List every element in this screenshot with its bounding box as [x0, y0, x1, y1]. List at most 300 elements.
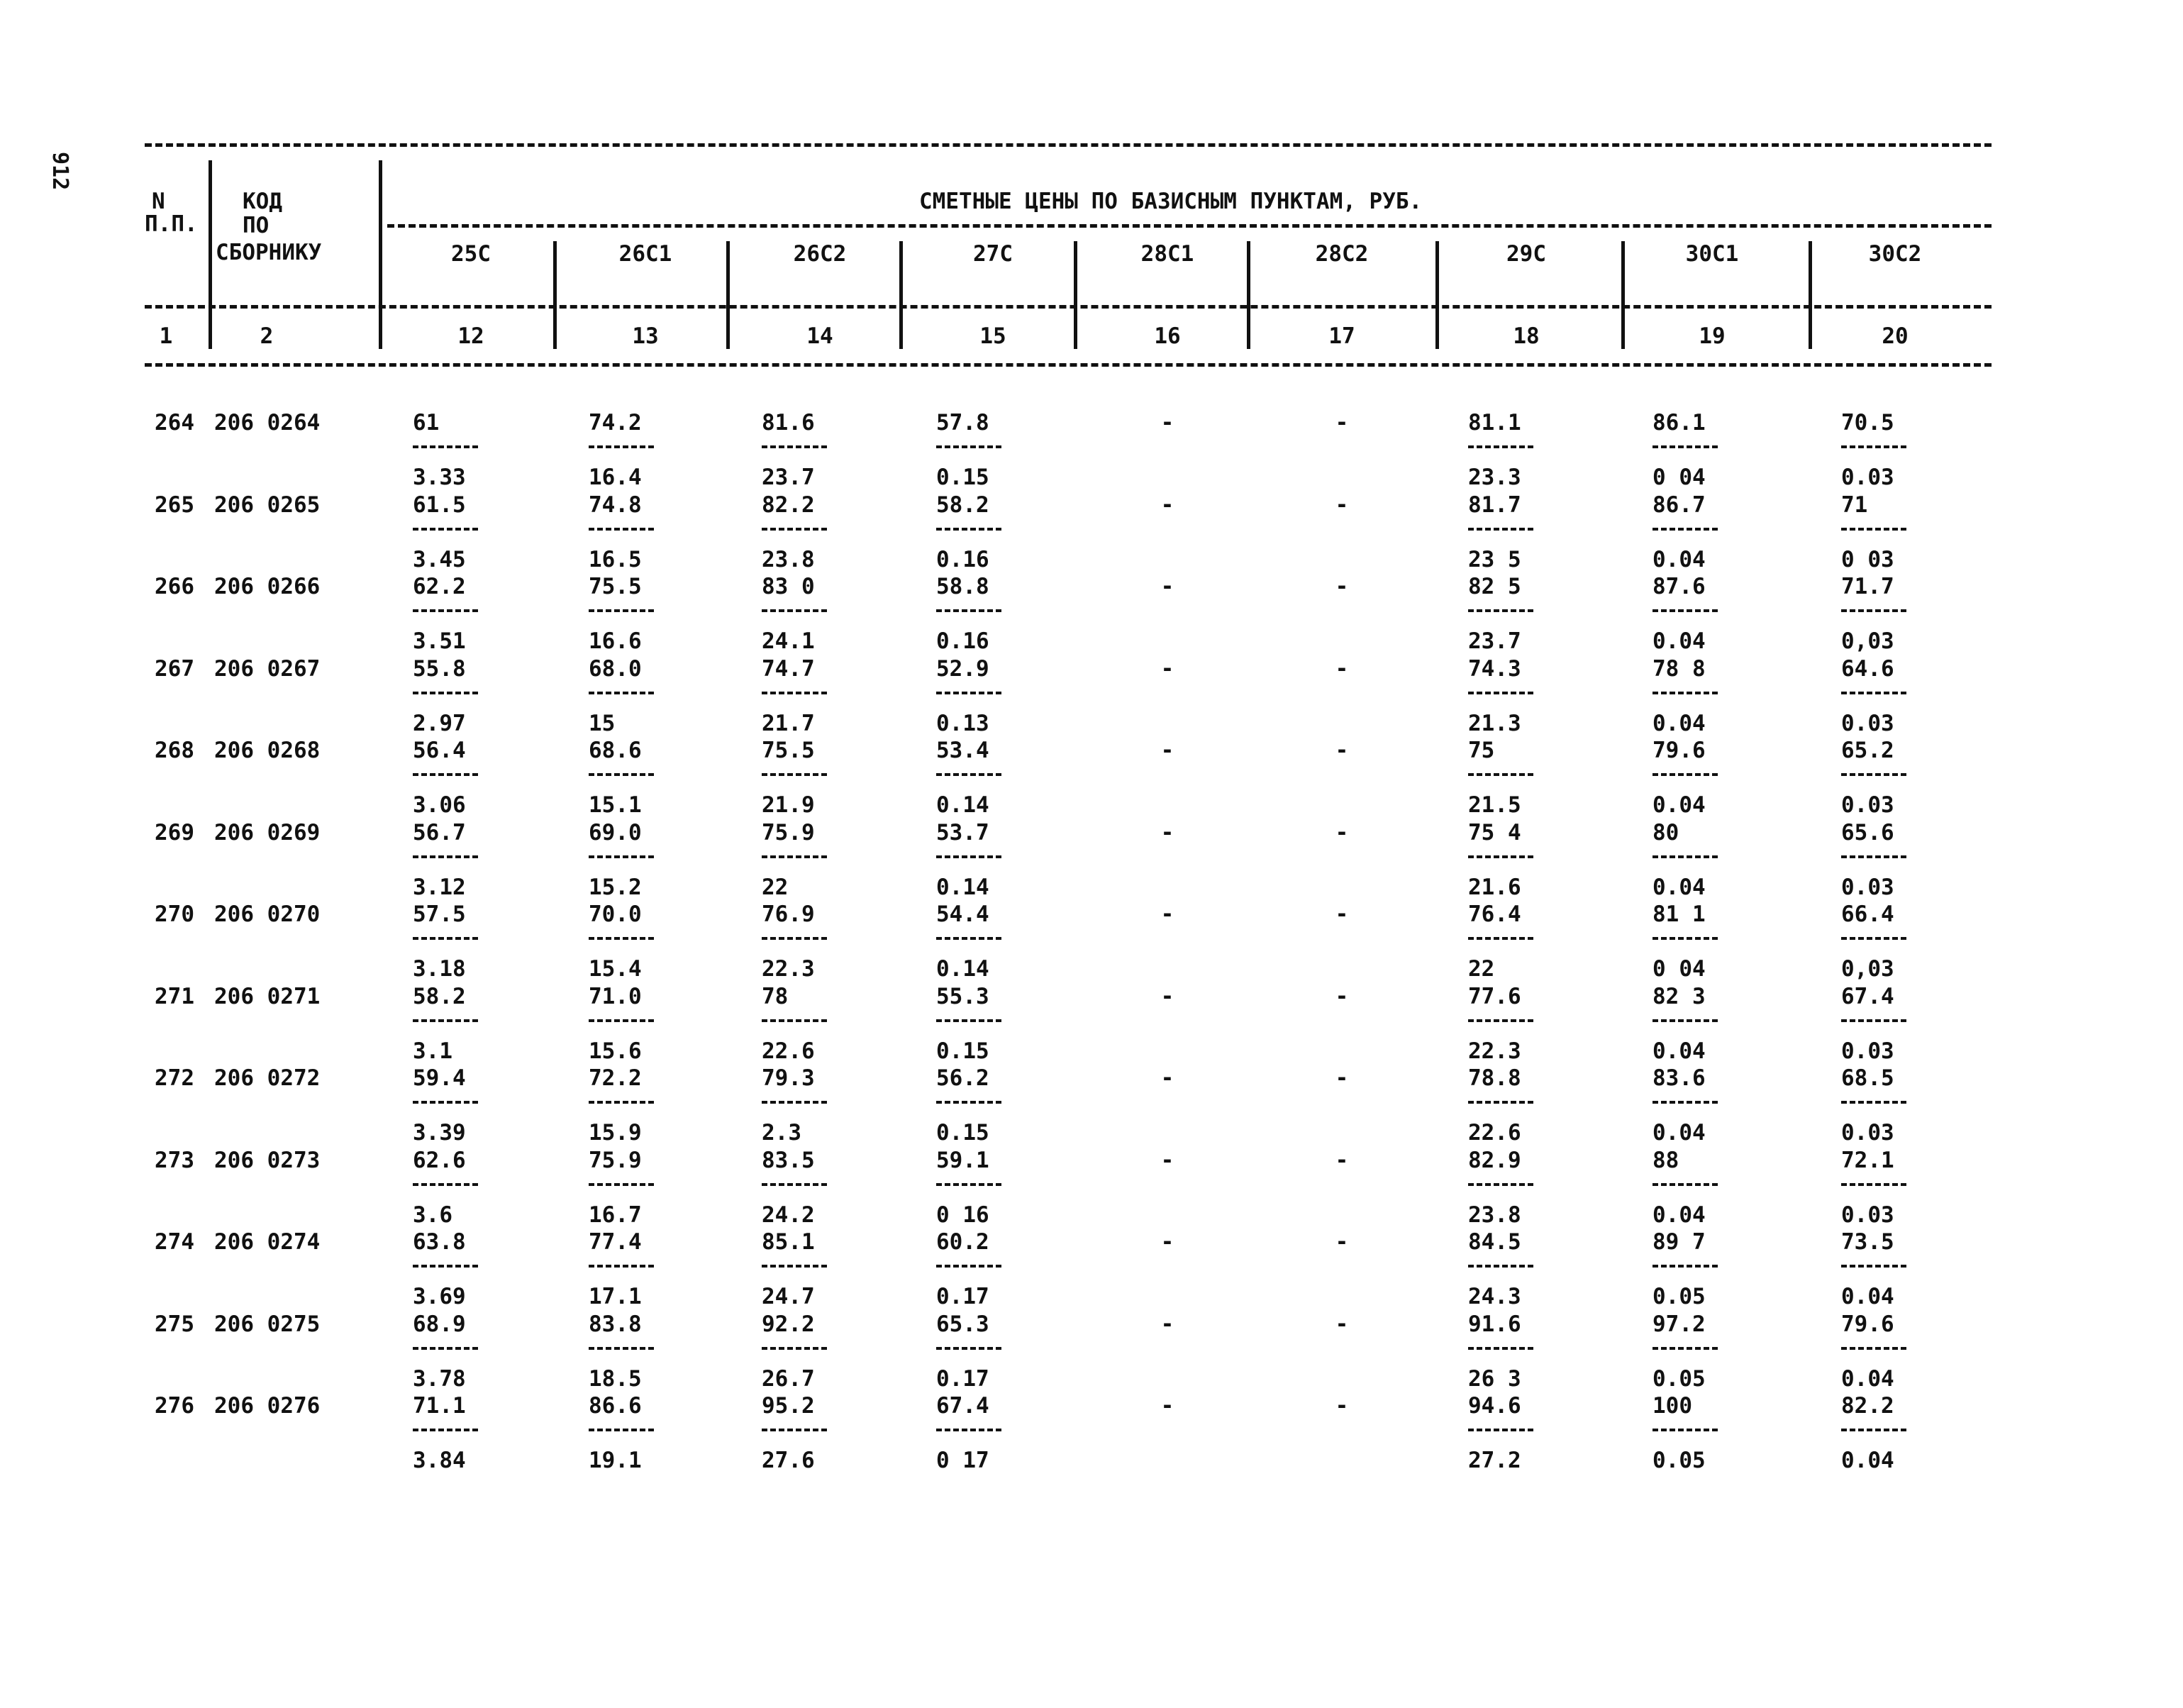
price-numerator: 91.6 [1468, 1311, 1521, 1337]
fraction-bar [1841, 1429, 1906, 1431]
price-denominator: 15.1 [589, 792, 642, 818]
fraction-bar [589, 528, 654, 531]
row-number: 275 [155, 1311, 194, 1337]
fraction-bar [413, 1347, 478, 1350]
fraction-bar [1468, 528, 1533, 531]
fraction-bar [1468, 1429, 1533, 1431]
price-denominator: 0,03 [1841, 956, 1894, 982]
empty-price-dash: - [1160, 410, 1174, 436]
fraction-bar [762, 609, 827, 612]
price-denominator: 0.05 [1652, 1284, 1706, 1309]
price-numerator: 68.0 [589, 655, 642, 682]
row-code: 206 0275 [214, 1311, 321, 1337]
fraction-bar [1468, 1019, 1533, 1022]
column-number: 13 [632, 323, 659, 349]
price-numerator: 75.5 [589, 574, 642, 599]
fraction-bar [413, 855, 478, 858]
price-denominator: 0.05 [1652, 1365, 1706, 1392]
fraction-bar [413, 773, 478, 776]
price-numerator: 54.4 [936, 902, 989, 927]
fraction-bar [762, 1429, 827, 1431]
price-denominator: 0.03 [1841, 792, 1894, 818]
price-numerator: 61 [413, 410, 440, 436]
column-number: 20 [1882, 323, 1909, 349]
price-denominator: 0.04 [1841, 1284, 1894, 1309]
price-numerator: 64.6 [1841, 655, 1894, 682]
price-numerator: 83.5 [762, 1147, 815, 1173]
header-column-divider [726, 241, 730, 349]
col-num-label-2: П.П. [145, 211, 198, 237]
fraction-bar [589, 445, 654, 448]
price-denominator: 26 3 [1468, 1365, 1521, 1392]
price-numerator: 89 7 [1652, 1229, 1706, 1255]
empty-price-dash: - [1160, 902, 1174, 927]
price-numerator: 68.5 [1841, 1065, 1894, 1091]
price-column-header: 28С1 [1140, 241, 1194, 267]
price-numerator: 56.7 [413, 819, 466, 845]
fraction-bar [413, 1183, 478, 1186]
price-denominator: 26.7 [762, 1365, 815, 1392]
fraction-bar [413, 937, 478, 940]
fraction-bar [936, 1101, 1001, 1104]
empty-price-dash: - [1160, 1229, 1174, 1255]
fraction-bar [1468, 609, 1533, 612]
empty-price-dash: - [1335, 410, 1349, 436]
price-denominator: 0.17 [936, 1284, 989, 1309]
fraction-bar [589, 773, 654, 776]
price-numerator: 78.8 [1468, 1065, 1521, 1091]
price-denominator: 0 17 [936, 1448, 989, 1473]
fraction-bar [1841, 1265, 1906, 1268]
price-numerator: 59.4 [413, 1065, 466, 1091]
fraction-bar [1468, 1347, 1533, 1350]
price-numerator: 79.6 [1652, 738, 1706, 763]
fraction-bar [936, 937, 1001, 940]
top-rule [145, 143, 1992, 147]
fraction-bar [1652, 773, 1718, 776]
price-denominator: 24.2 [762, 1202, 815, 1228]
price-denominator: 22.6 [1468, 1120, 1521, 1146]
empty-price-dash: - [1160, 819, 1174, 845]
fraction-bar [589, 609, 654, 612]
price-numerator: 58.8 [936, 574, 989, 599]
price-denominator: 0.04 [1652, 1202, 1706, 1228]
price-numerator: 79.6 [1841, 1311, 1894, 1337]
row-number: 276 [155, 1393, 194, 1419]
price-numerator: 100 [1652, 1393, 1692, 1419]
row-code: 206 0264 [214, 410, 321, 436]
price-denominator: 0.03 [1841, 710, 1894, 736]
price-denominator: 23 5 [1468, 546, 1521, 572]
fraction-bar [1468, 1101, 1533, 1104]
price-denominator: 0.15 [936, 1120, 989, 1146]
column-number: 12 [457, 323, 484, 349]
price-numerator: 94.6 [1468, 1393, 1521, 1419]
price-denominator: 24.1 [762, 628, 815, 654]
header-column-divider [553, 241, 557, 349]
column-number: 15 [979, 323, 1006, 349]
price-numerator: 57.5 [413, 902, 466, 927]
price-denominator: 22.3 [762, 956, 815, 982]
fraction-bar [413, 1265, 478, 1268]
fraction-bar [1841, 1101, 1906, 1104]
empty-price-dash: - [1335, 983, 1349, 1009]
header-divider-2 [379, 160, 382, 349]
fraction-bar [1841, 609, 1906, 612]
price-numerator: 71.0 [589, 983, 642, 1009]
fraction-bar [413, 609, 478, 612]
row-number: 268 [155, 738, 194, 763]
fraction-bar [762, 1019, 827, 1022]
price-denominator: 0.16 [936, 628, 989, 654]
price-numerator: 72.2 [589, 1065, 642, 1091]
header-column-divider [1074, 241, 1077, 349]
empty-price-dash: - [1160, 574, 1174, 599]
fraction-bar [762, 855, 827, 858]
price-numerator: 74.7 [762, 655, 815, 682]
price-denominator: 16.7 [589, 1202, 642, 1228]
price-denominator: 15.6 [589, 1038, 642, 1064]
price-denominator: 0.14 [936, 956, 989, 982]
price-denominator: 15.9 [589, 1120, 642, 1146]
price-numerator: 83.8 [589, 1311, 642, 1337]
fraction-bar [1841, 1019, 1906, 1022]
fraction-bar [589, 855, 654, 858]
price-denominator: 0.17 [936, 1365, 989, 1392]
price-denominator: 0.04 [1652, 628, 1706, 654]
fraction-bar [762, 692, 827, 694]
fraction-bar [936, 1429, 1001, 1431]
price-numerator: 58.2 [936, 492, 989, 518]
row-code: 206 0274 [214, 1229, 321, 1255]
price-numerator: 55.8 [413, 655, 466, 682]
column-number: 2 [260, 323, 274, 349]
fraction-bar [1652, 1019, 1718, 1022]
fraction-bar [936, 1347, 1001, 1350]
price-numerator: 81.6 [762, 410, 815, 436]
price-numerator: 66.4 [1841, 902, 1894, 927]
price-numerator: 60.2 [936, 1229, 989, 1255]
header-column-divider [1247, 241, 1250, 349]
price-denominator: 3.1 [413, 1038, 452, 1064]
empty-price-dash: - [1160, 1147, 1174, 1173]
price-numerator: 81.1 [1468, 410, 1521, 436]
empty-price-dash: - [1335, 574, 1349, 599]
price-denominator: 15.2 [589, 874, 642, 900]
price-numerator: 65.2 [1841, 738, 1894, 763]
fraction-bar [413, 1101, 478, 1104]
price-denominator: 3.69 [413, 1284, 466, 1309]
price-numerator: 82 3 [1652, 983, 1706, 1009]
price-denominator: 23.7 [762, 465, 815, 490]
price-denominator: 21.5 [1468, 792, 1521, 818]
price-numerator: 78 [762, 983, 789, 1009]
price-denominator: 21.3 [1468, 710, 1521, 736]
row-code: 206 0269 [214, 819, 321, 845]
price-denominator: 0.04 [1652, 546, 1706, 572]
price-numerator: 82.2 [762, 492, 815, 518]
fraction-bar [936, 1265, 1001, 1268]
price-denominator: 0.14 [936, 874, 989, 900]
fraction-bar [762, 773, 827, 776]
price-denominator: 0.16 [936, 546, 989, 572]
empty-price-dash: - [1335, 902, 1349, 927]
price-numerator: 70.5 [1841, 410, 1894, 436]
price-denominator: 22.6 [762, 1038, 815, 1064]
price-numerator: 63.8 [413, 1229, 466, 1255]
price-numerator: 71.1 [413, 1393, 466, 1419]
row-code: 206 0276 [214, 1393, 321, 1419]
empty-price-dash: - [1335, 819, 1349, 845]
fraction-bar [1652, 855, 1718, 858]
fraction-bar [1841, 773, 1906, 776]
price-numerator: 78 8 [1652, 655, 1706, 682]
fraction-bar [589, 692, 654, 694]
price-numerator: 75.9 [589, 1147, 642, 1173]
price-denominator: 16.6 [589, 628, 642, 654]
fraction-bar [1652, 1347, 1718, 1350]
price-column-header: 26С1 [618, 241, 672, 267]
price-numerator: 68.6 [589, 738, 642, 763]
price-numerator: 86.7 [1652, 492, 1706, 518]
price-numerator: 74.3 [1468, 655, 1521, 682]
fraction-bar [1652, 1101, 1718, 1104]
fraction-bar [762, 937, 827, 940]
column-number: 16 [1154, 323, 1181, 349]
price-numerator: 65.3 [936, 1311, 989, 1337]
price-denominator: 15 [589, 710, 616, 736]
price-numerator: 69.0 [589, 819, 642, 845]
price-numerator: 82.9 [1468, 1147, 1521, 1173]
price-numerator: 55.3 [936, 983, 989, 1009]
price-denominator: 3.18 [413, 956, 466, 982]
empty-price-dash: - [1335, 1311, 1349, 1337]
price-numerator: 70.0 [589, 902, 642, 927]
row-code: 206 0273 [214, 1147, 321, 1173]
price-numerator: 74.2 [589, 410, 642, 436]
header-divider-1 [209, 160, 212, 349]
price-denominator: 0.04 [1652, 874, 1706, 900]
price-denominator: 0 04 [1652, 465, 1706, 490]
price-numerator: 87.6 [1652, 574, 1706, 599]
price-denominator: 27.2 [1468, 1448, 1521, 1473]
price-denominator: 15.4 [589, 956, 642, 982]
price-numerator: 80 [1652, 819, 1679, 845]
fraction-bar [413, 528, 478, 531]
price-numerator: 67.4 [936, 1393, 989, 1419]
row-code: 206 0266 [214, 574, 321, 599]
empty-price-dash: - [1335, 1393, 1349, 1419]
price-numerator: 86.1 [1652, 410, 1706, 436]
fraction-bar [1841, 1183, 1906, 1186]
price-numerator: 76.4 [1468, 902, 1521, 927]
header-column-divider [1435, 241, 1439, 349]
fraction-bar [1468, 1183, 1533, 1186]
row-number: 273 [155, 1147, 194, 1173]
price-numerator: 75.5 [762, 738, 815, 763]
price-column-header: 29С [1506, 241, 1546, 267]
fraction-bar [589, 1101, 654, 1104]
price-numerator: 82.2 [1841, 1393, 1894, 1419]
fraction-bar [1468, 445, 1533, 448]
row-number: 272 [155, 1065, 194, 1091]
price-denominator: 18.5 [589, 1365, 642, 1392]
fraction-bar [936, 528, 1001, 531]
price-denominator: 0.03 [1841, 1202, 1894, 1228]
price-denominator: 3.6 [413, 1202, 452, 1228]
row-number: 267 [155, 655, 194, 682]
row-code: 206 0267 [214, 655, 321, 682]
row-number: 264 [155, 410, 194, 436]
price-denominator: 0.05 [1652, 1448, 1706, 1473]
price-numerator: 83.6 [1652, 1065, 1706, 1091]
fraction-bar [936, 609, 1001, 612]
price-numerator: 53.7 [936, 819, 989, 845]
fraction-bar [1841, 937, 1906, 940]
price-numerator: 74.8 [589, 492, 642, 518]
price-column-header: 26С2 [793, 241, 847, 267]
price-denominator: 16.4 [589, 465, 642, 490]
col-code-label-3: СБОРНИКУ [216, 240, 322, 265]
price-numerator: 81.7 [1468, 492, 1521, 518]
price-numerator: 65.6 [1841, 819, 1894, 845]
row-code: 206 0268 [214, 738, 321, 763]
price-denominator: 0,03 [1841, 628, 1894, 654]
fraction-bar [762, 445, 827, 448]
fraction-bar [1841, 1347, 1906, 1350]
price-numerator: 86.6 [589, 1393, 642, 1419]
fraction-bar [589, 1347, 654, 1350]
price-denominator: 0.03 [1841, 1038, 1894, 1064]
price-numerator: 71 [1841, 492, 1868, 518]
fraction-bar [1652, 1183, 1718, 1186]
fraction-bar [1468, 773, 1533, 776]
empty-price-dash: - [1335, 492, 1349, 518]
fraction-bar [1468, 937, 1533, 940]
price-numerator: 88 [1652, 1147, 1679, 1173]
fraction-bar [413, 692, 478, 694]
column-number: 14 [806, 323, 833, 349]
fraction-bar [1652, 1265, 1718, 1268]
price-denominator: 0.04 [1841, 1448, 1894, 1473]
header-bottom-rule [145, 363, 1992, 367]
price-numerator: 53.4 [936, 738, 989, 763]
price-denominator: 0.13 [936, 710, 989, 736]
empty-price-dash: - [1160, 1065, 1174, 1091]
page-number: 912 [48, 152, 72, 191]
price-numerator: 56.2 [936, 1065, 989, 1091]
price-column-header: 28С2 [1315, 241, 1369, 267]
row-number: 269 [155, 819, 194, 845]
price-numerator: 82 5 [1468, 574, 1521, 599]
price-denominator: 3.12 [413, 874, 466, 900]
price-denominator: 23.3 [1468, 465, 1521, 490]
fraction-bar [1468, 855, 1533, 858]
fraction-bar [413, 1429, 478, 1431]
fraction-bar [1468, 692, 1533, 694]
header-column-divider [899, 241, 903, 349]
fraction-bar [589, 1183, 654, 1186]
price-numerator: 84.5 [1468, 1229, 1521, 1255]
price-numerator: 92.2 [762, 1311, 815, 1337]
price-denominator: 22.3 [1468, 1038, 1521, 1064]
price-numerator: 83 0 [762, 574, 815, 599]
price-denominator: 23.7 [1468, 628, 1521, 654]
fraction-bar [762, 1101, 827, 1104]
price-denominator: 2.97 [413, 710, 466, 736]
fraction-bar [762, 528, 827, 531]
price-denominator: 3.45 [413, 546, 466, 572]
price-numerator: 76.9 [762, 902, 815, 927]
price-denominator: 0.15 [936, 1038, 989, 1064]
price-numerator: 81 1 [1652, 902, 1706, 927]
column-number: 17 [1328, 323, 1355, 349]
empty-price-dash: - [1160, 492, 1174, 518]
price-denominator: 0.04 [1652, 1120, 1706, 1146]
price-numerator: 72.1 [1841, 1147, 1894, 1173]
fraction-bar [589, 1019, 654, 1022]
price-numerator: 62.2 [413, 574, 466, 599]
col-code-label-2: ПО [243, 213, 270, 238]
fraction-bar [589, 937, 654, 940]
price-denominator: 0.03 [1841, 1120, 1894, 1146]
price-denominator: 3.39 [413, 1120, 466, 1146]
fraction-bar [413, 445, 478, 448]
row-number: 270 [155, 902, 194, 927]
price-numerator: 79.3 [762, 1065, 815, 1091]
price-denominator: 21.6 [1468, 874, 1521, 900]
price-denominator: 0.15 [936, 465, 989, 490]
price-denominator: 0 03 [1841, 546, 1894, 572]
price-column-header: 25С [451, 241, 491, 267]
fraction-bar [936, 855, 1001, 858]
empty-price-dash: - [1335, 1147, 1349, 1173]
price-numerator: 58.2 [413, 983, 466, 1009]
fraction-bar [1652, 692, 1718, 694]
fraction-bar [936, 445, 1001, 448]
price-numerator: 71.7 [1841, 574, 1894, 599]
price-denominator: 3.78 [413, 1365, 466, 1392]
price-numerator: 73.5 [1841, 1229, 1894, 1255]
row-code: 206 0271 [214, 983, 321, 1009]
fraction-bar [1841, 692, 1906, 694]
price-denominator: 0.04 [1652, 710, 1706, 736]
fraction-bar [762, 1347, 827, 1350]
price-denominator: 3.84 [413, 1448, 466, 1473]
empty-price-dash: - [1160, 1393, 1174, 1419]
header-column-divider [1809, 241, 1812, 349]
price-numerator: 75 4 [1468, 819, 1521, 845]
price-denominator: 0.03 [1841, 465, 1894, 490]
price-numerator: 97.2 [1652, 1311, 1706, 1337]
price-numerator: 59.1 [936, 1147, 989, 1173]
fraction-bar [1652, 609, 1718, 612]
empty-price-dash: - [1160, 983, 1174, 1009]
empty-price-dash: - [1335, 1229, 1349, 1255]
price-denominator: 16.5 [589, 546, 642, 572]
price-denominator: 3.51 [413, 628, 466, 654]
price-denominator: 24.3 [1468, 1284, 1521, 1309]
price-denominator: 0.03 [1841, 874, 1894, 900]
price-denominator: 0 16 [936, 1202, 989, 1228]
price-numerator: 56.4 [413, 738, 466, 763]
price-denominator: 21.7 [762, 710, 815, 736]
price-numerator: 67.4 [1841, 983, 1894, 1009]
price-denominator: 3.06 [413, 792, 466, 818]
row-number: 266 [155, 574, 194, 599]
price-numerator: 68.9 [413, 1311, 466, 1337]
fraction-bar [936, 1019, 1001, 1022]
